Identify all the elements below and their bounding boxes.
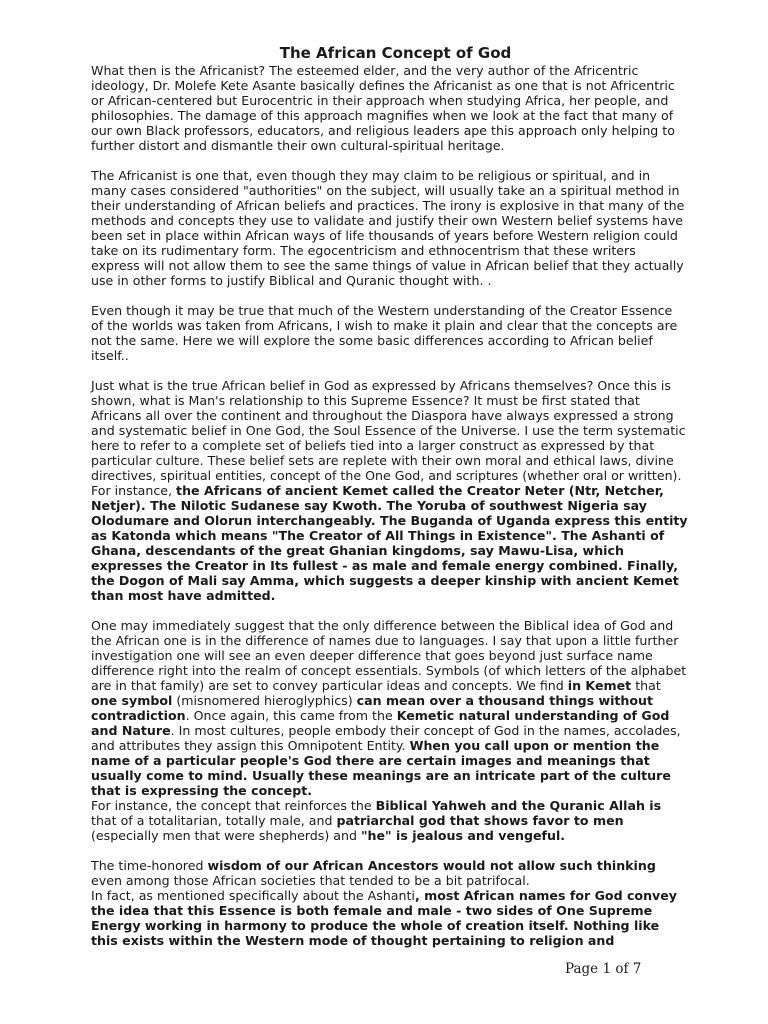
- bold-text-run: Kemetic natural understanding of God and Nature: [91, 708, 670, 738]
- bold-text-run: the Africans of ancient Kemet called the Creator Neter (Ntr, Netcher, Netjer). The Nilotic Sudanese say Kwoth. The Yoruba of southwest Nigeria say Olodumare and Olorun interchangeably. The Buganda of Uganda express this entity as Katonda which means "The Creator of All Things in Existence". The Ashanti of Ghana, descendants of the great Ghanian kingdoms, say Mawu-Lisa, which expresses the Creator in Its fullest - as male and female energy combined. Finally, the Dogon of Mali say Amma, which suggests a deeper kinship with ancient Kemet than most have admitted.: [91, 483, 688, 603]
- bold-text-run: When you call upon or mention the name of a particular people's God there are certain images and meanings that usually come to mind. Usually these meanings are an intricate part of the culture that is expressing the concept.: [91, 738, 671, 798]
- text-run: even among those African societies that tended to be a bit patrifocal.: [91, 873, 530, 888]
- document-title: The African Concept of God: [279, 44, 512, 62]
- paragraph-p1: [91, 63, 688, 153]
- text-run: The Africanist is one that, even though they may claim to be religious or spiritual, and in many cases considered "authorities" on the subject, will usually take an a spiritual method in their understanding of African beliefs and practices. The irony is explosive in that many of the methods and concepts they use to validate and justify their own Western belief systems have been set in place within African ways of life thousands of years before Western religion could take on its rudimentary form. The egocentricism and ethnocentrism that these writers express will not allow them to see the same things of value in African belief that they actually use in other forms to justify Biblical and Quranic thought with. .: [91, 168, 685, 288]
- bold-text-run: Biblical Yahweh and the Quranic Allah is: [375, 798, 662, 813]
- page-number: Page 1 of 7: [565, 961, 642, 977]
- bold-text-run: in Kemet: [567, 678, 632, 693]
- paragraph-p6: [91, 798, 688, 843]
- paragraph-p5: [91, 618, 688, 798]
- text-run: In fact, as mentioned specifically about the Ashanti: [91, 888, 415, 903]
- text-run: (especially men that were shepherds) and: [91, 828, 361, 843]
- paragraph-p3: [91, 303, 688, 363]
- text-run: . In most cultures, people embody their concept of God in the names, accolades, and attributes they assign this Omnipotent Entity.: [91, 723, 681, 753]
- text-run: that of a totalitarian, totally male, and: [91, 813, 337, 828]
- bold-text-run: can mean over a thousand things without contradiction: [91, 693, 654, 723]
- text-run: . Once again, this came from the: [185, 708, 397, 723]
- bold-text-run: one symbol: [91, 693, 173, 708]
- text-run: One may immediately suggest that the only difference between the Biblical idea of God and the African one is in the difference of names due to languages. I say that upon a little further investigation one will see an even deeper difference that goes beyond just surface name difference right into the realm of concept essentials. Symbols (of which letters of the alphabet are in that family) are set to convey particular ideas and concepts. We find: [91, 618, 687, 693]
- text-run: The time-honored: [91, 858, 208, 873]
- paragraph-p8: [91, 888, 688, 948]
- paragraph-p4: [91, 378, 688, 603]
- paragraph-p7: [91, 858, 688, 888]
- bold-text-run: patriarchal god that shows favor to men: [336, 813, 624, 828]
- bold-text-run: "he" is jealous and vengeful.: [360, 828, 566, 843]
- bold-text-run: , most African names for God convey the idea that this Essence is both female and male - two sides of One Supreme Energy working in harmony to produce the whole of creation itself. Nothing like this exists within the Western mode of thought pertaining to religion and: [91, 888, 678, 948]
- paragraph-p2: [91, 168, 688, 288]
- text-run: (misnomered hieroglyphics): [172, 693, 357, 708]
- text-run: For instance, the concept that reinforces the: [91, 798, 376, 813]
- text-run: Just what is the true African belief in God as expressed by Africans themselves? Once this is shown, what is Man's relationship to this Supreme Essence? It must be first stated that Africans all over the continent and throughout the Diaspora have always expressed a strong and systematic belief in One God, the Soul Essence of the Universe. I use the term systematic here to refer to a complete set of beliefs tied into a larger construct as expressed by that particular culture. These belief sets are replete with their own moral and ethical laws, divine directives, spiritual entities, concept of the One God, and scriptures (whether oral or written). For instance,: [91, 378, 686, 498]
- text-run: Even though it may be true that much of the Western understanding of the Creator Essence of the worlds was taken from Africans, I wish to make it plain and clear that the concepts are not the same. Here we will explore the some basic differences according to African belief itself..: [91, 303, 678, 363]
- text-run: What then is the Africanist? The esteemed elder, and the very author of the Africentric ideology, Dr. Molefe Kete Asante basically defines the Africanist as one that is not Africentric or African-centered but Eurocentric in their approach when studying Africa, her people, and philosophies. The damage of this approach magnifies when we look at the fact that many of our own Black professors, educators, and religious leaders ape this approach only helping to further distort and dismantle their own cultural-spiritual heritage.: [91, 63, 675, 153]
- document-body: [91, 63, 688, 948]
- bold-text-run: wisdom of our African Ancestors would not allow such thinking: [207, 858, 656, 873]
- text-run: that: [631, 678, 661, 693]
